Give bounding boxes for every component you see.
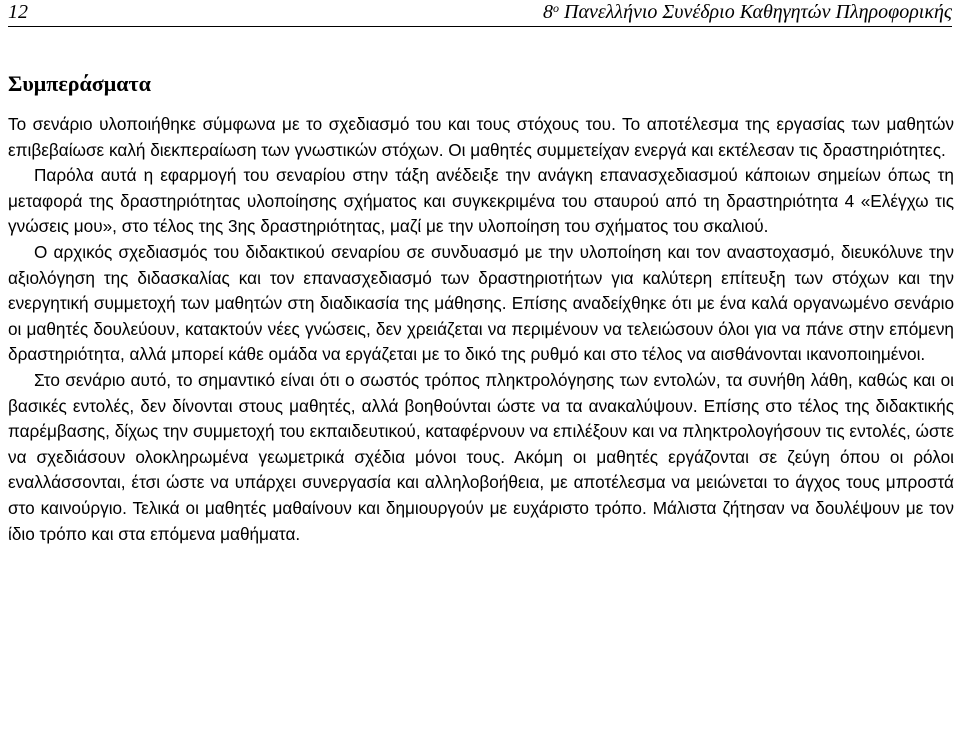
page-number: 12: [8, 1, 28, 23]
conference-title: [543, 0, 952, 24]
running-header: [8, 0, 952, 27]
paragraph: Ο αρχικός σχεδιασμός του διδακτικού σεναρίου σε συνδυασμό με την υλοποίηση και τον αναστοχασμό, διευκόλυνε την αξιολόγηση της διδασκαλίας και τον επανασχεδιασμό των δραστηριοτήτων για καλύτερη επίτευξη των στόχων και την ενεργητική συμμετοχή των μαθητών στη διαδικασία της μάθησης. Επίσης αναδείχθηκε ότι με ένα καλά οργανωμένο σενάριο οι μαθητές δουλεύουν, κατακτούν νέες γνώσεις, δεν χρειάζεται να περιμένουν να τελειώσουν όλοι για να πάνε στην επόμενη δραστηριότητα, αλλά μπορεί κάθε ομάδα να εργάζεται με το δικό της ρυθμό και στο τέλος να αισθάνονται ικανοποιημένοι.: [8, 241, 954, 365]
conference-ordinal: 8: [543, 1, 554, 23]
section-title: Συμπεράσματα: [8, 71, 151, 96]
body-text: [8, 112, 954, 547]
paragraph: Στο σενάριο αυτό, το σημαντικό είναι ότι ο σωστός τρόπος πληκτρολόγησης των εντολών, τα συνήθη λάθη, καθώς και οι βασικές εντολές, δεν δίνονται στους μαθητές, αλλά βοηθούνται ώστε να τα ανακαλύψουν. Επίσης στο τέλος της διδακτικής παρέμβασης, δίχως την συμμετοχή του εκπαιδευτικού, καταφέρνουν να επιλέξουν και να πληκτρολογήσουν τις εντολές, ώστε να σχεδιάσουν ολοκληρωμένα γεωμετρικά σχέδια μόνοι τους. Ακόμη οι μαθητές εργάζονται σε ζεύγη όπου οι ρόλοι εναλλάσσονται, έτσι ώστε να υπάρχει συνεργασία και αλληλοβοήθεια, με αποτέλεσμα να μειώνεται το άγχος τους μπροστά στο καινούργιο. Τελικά οι μαθητές μαθαίνουν και δημιουργούν με ευχάριστο τρόπο. Μάλιστα ζήτησαν να δουλέψουν με τον ίδιο τρόπο και στα επόμενα μαθήματα.: [8, 369, 955, 544]
conference-name: Πανελλήνιο Συνέδριο Καθηγητών Πληροφορικής: [559, 1, 952, 23]
paragraph: Το σενάριο υλοποιήθηκε σύμφωνα με το σχεδιασμό του και τους στόχους του. Το αποτέλεσμα της εργασίας των μαθητών επιβεβαίωσε καλή διεκπεραίωση των γνωστικών στόχων. Οι μαθητές συμμετείχαν ενεργά και εκτέλεσαν τις δραστηριότητες.: [8, 114, 954, 160]
conference-ordinal-suffix: o: [553, 1, 560, 15]
paragraph: Παρόλα αυτά η εφαρμογή του σεναρίου στην τάξη ανέδειξε την ανάγκη επανασχεδιασμού κάποιων σημείων όπως τη μεταφορά της δραστηριότητας υλοποίησης σχήματος και συγκεκριμένα του σταυρού από τη δραστηριότητα 4 «Ελέγχω τις γνώσεις μου», στο τέλος της 3ης δραστηριότητας, μαζί με την υλοποίηση του σχήματος του σκαλιού.: [8, 165, 954, 237]
